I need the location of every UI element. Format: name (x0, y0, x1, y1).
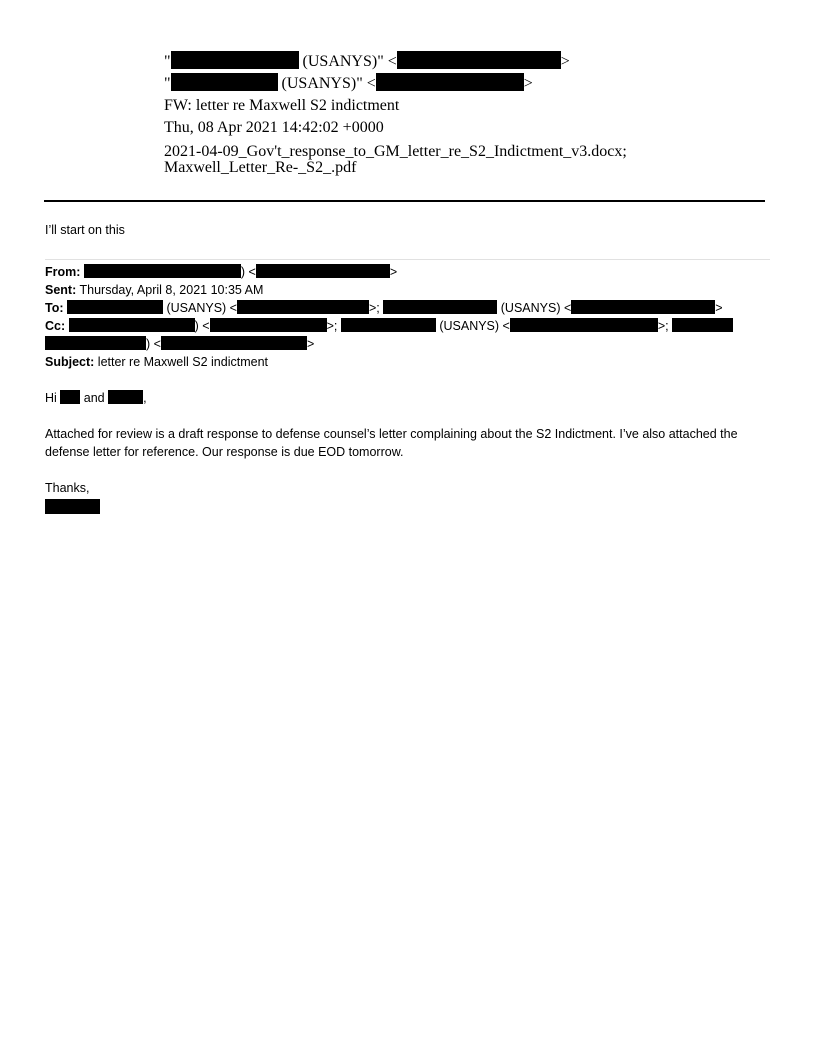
redaction (60, 390, 80, 404)
redaction (237, 300, 369, 314)
attachment-2[interactable]: Maxwell_Letter_Re-_S2_.pdf (164, 159, 357, 176)
attachment-1[interactable]: 2021-04-09_Gov't_response_to_GM_letter_re_S2_Indictment_v3.docx; (164, 143, 627, 160)
date-value: Thu, 08 Apr 2021 14:42:02 +0000 (164, 119, 384, 136)
to-value: " (USANYS)" < > (164, 75, 533, 92)
quoted-cc-row-continued: ) < > (45, 335, 314, 353)
message-paragraph: Attached for review is a draft response to defense counsel’s letter complaining about the S2 Indictment. I’ve also attached the defense letter for reference. Our response is due EOD tomorrow. (45, 427, 738, 459)
quoted-cc-row: Cc: ) < >; (USANYS) < >; (45, 317, 733, 335)
quoted-to-row: To: (USANYS) < >; (USANYS) < > (45, 301, 723, 315)
quoted-subject-label: Subject: (45, 355, 95, 369)
quoted-cc-label: Cc: (45, 319, 66, 333)
reply-text: I’ll start on this (45, 223, 125, 237)
redaction (161, 336, 307, 350)
redaction (67, 300, 163, 314)
quoted-subject-row (45, 353, 268, 371)
redaction (69, 318, 195, 332)
quoted-from-label: From: (45, 265, 81, 279)
redaction (171, 51, 299, 69)
greeting: Hi and , (45, 391, 147, 405)
redaction (376, 73, 524, 91)
redaction (171, 73, 278, 91)
redaction (672, 318, 733, 332)
redaction (341, 318, 436, 332)
quoted-to-label: To: (45, 301, 64, 315)
signature-redaction (45, 499, 100, 514)
closing: Thanks, (45, 481, 90, 495)
redaction (108, 390, 143, 404)
redaction (383, 300, 497, 314)
quoted-subject-value: letter re Maxwell S2 indictment (97, 355, 268, 369)
redaction (397, 51, 561, 69)
quoted-sent-row (45, 281, 263, 299)
redaction (571, 300, 715, 314)
redaction (510, 318, 658, 332)
redaction (45, 336, 146, 350)
quoted-sent-label: Sent: (45, 283, 77, 297)
redaction (210, 318, 327, 332)
redaction (84, 264, 241, 278)
quoted-from-row: From: ) < > (45, 265, 398, 279)
subject-value: FW: letter re Maxwell S2 indictment (164, 97, 400, 114)
quoted-divider (45, 259, 770, 260)
header-divider (44, 200, 765, 202)
from-value: " (USANYS)" < > (164, 53, 570, 70)
redaction (256, 264, 390, 278)
quoted-sent-value: Thursday, April 8, 2021 10:35 AM (79, 283, 264, 297)
